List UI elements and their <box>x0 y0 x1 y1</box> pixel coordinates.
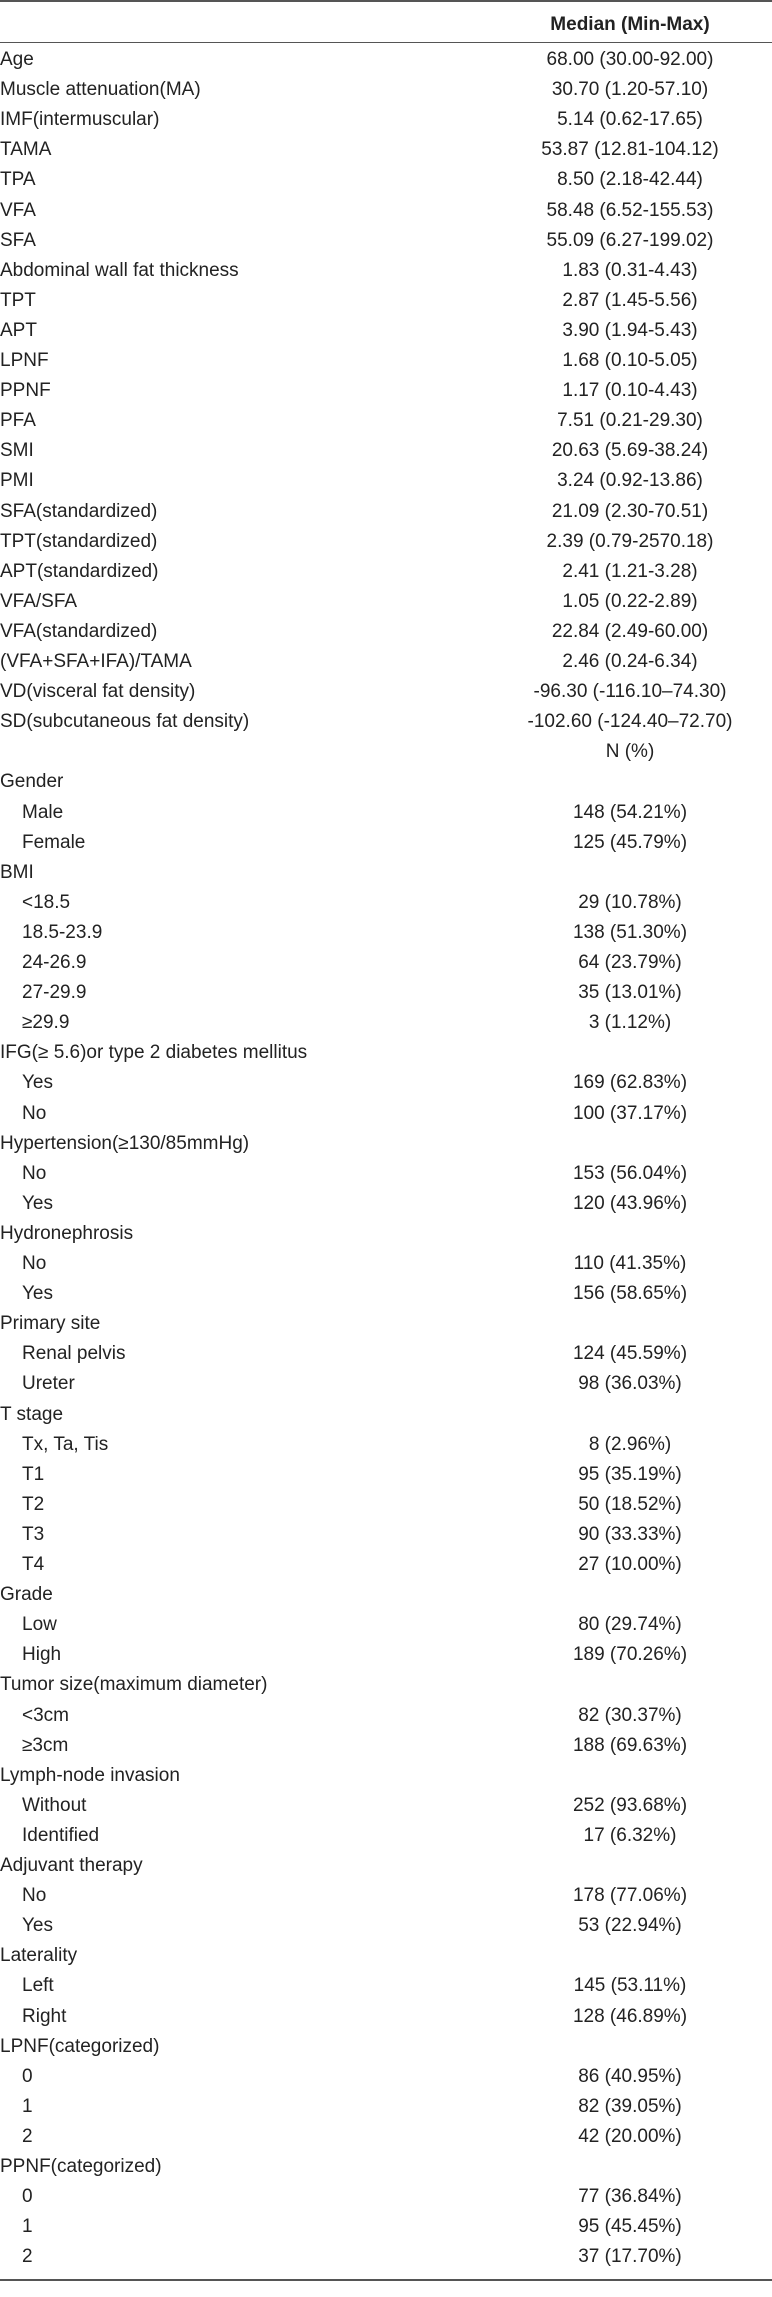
row-label: No <box>22 1102 47 1124</box>
group-row <box>0 1219 772 1249</box>
table-row <box>0 1339 772 1369</box>
row-value: 22.84 (2.49-60.00) <box>551 620 709 642</box>
row-value: 95 (35.19%) <box>578 1463 682 1485</box>
row-label: SD(subcutaneous fat density) <box>0 711 250 733</box>
row-label: VFA <box>0 199 36 221</box>
row-label: Primary site <box>0 1313 101 1335</box>
table-top-rule <box>0 0 772 2</box>
row-label: VFA(standardized) <box>0 620 158 642</box>
group-row <box>0 2152 772 2182</box>
row-value: 153 (56.04%) <box>572 1162 688 1184</box>
row-label: Adjuvant therapy <box>0 1855 143 1876</box>
row-label: APT <box>0 319 37 341</box>
group-row <box>0 1400 772 1430</box>
row-label: TPT(standardized) <box>0 530 158 552</box>
row-value: 2.39 (0.79-2570.18) <box>546 530 714 552</box>
table-row <box>0 527 772 557</box>
row-label: Renal pelvis <box>22 1343 126 1365</box>
row-label: BMI <box>0 861 34 883</box>
table-row <box>0 256 772 286</box>
row-label: 1 <box>22 2216 33 2238</box>
row-value: 252 (93.68%) <box>572 1794 688 1816</box>
row-label: No <box>22 1162 47 1184</box>
row-value: 8.50 (2.18-42.44) <box>557 169 703 191</box>
row-label: <18.5 <box>22 891 71 913</box>
row-label: 2 <box>22 2246 33 2268</box>
row-value: 2.41 (1.21-3.28) <box>562 560 698 582</box>
row-label: Age <box>0 49 34 70</box>
group-row <box>0 1129 772 1159</box>
row-value: 77 (36.84%) <box>578 2186 682 2208</box>
row-value: 8 (2.96%) <box>588 1433 672 1455</box>
group-row <box>0 1670 772 1700</box>
row-label: PMI <box>0 470 34 492</box>
row-label: Lymph-node invasion <box>0 1764 180 1786</box>
row-label: VFA/SFA <box>0 590 78 612</box>
row-label: TAMA <box>0 139 52 161</box>
table-row <box>0 2002 772 2032</box>
header-rule <box>0 42 772 43</box>
table-row <box>0 2062 772 2092</box>
row-label: <3cm <box>22 1704 69 1726</box>
row-label: T2 <box>22 1493 45 1515</box>
table-row <box>0 1460 772 1490</box>
table-row <box>0 2122 772 2152</box>
row-value: 80 (29.74%) <box>578 1614 682 1636</box>
row-value: 189 (70.26%) <box>572 1644 688 1666</box>
row-label: 0 <box>22 2065 33 2087</box>
row-label: 27-29.9 <box>22 982 87 1004</box>
row-value: 17 (6.32%) <box>583 1824 677 1846</box>
row-label: LPNF <box>0 350 49 371</box>
row-value: 2.46 (0.24-6.34) <box>562 651 698 672</box>
row-label: Tx, Ta, Tis <box>22 1433 109 1455</box>
group-row <box>0 1038 772 1068</box>
row-value: 169 (62.83%) <box>572 1072 688 1094</box>
row-label: No <box>22 1885 47 1907</box>
row-value: 7.51 (0.21-29.30) <box>557 410 703 432</box>
table-row <box>0 1881 772 1911</box>
row-label: SFA(standardized) <box>0 500 158 522</box>
row-label: PPNF(categorized) <box>0 2156 162 2177</box>
row-label: Ureter <box>22 1373 75 1395</box>
row-label: Muscle attenuation(MA) <box>0 79 201 101</box>
table-row <box>0 1640 772 1670</box>
table-row <box>0 165 772 195</box>
row-label: High <box>22 1644 62 1666</box>
group-row <box>0 858 772 888</box>
table-row <box>0 798 772 828</box>
table-row <box>0 1099 772 1129</box>
row-value: 124 (45.59%) <box>572 1343 688 1365</box>
table-row <box>0 587 772 617</box>
row-label: Identified <box>22 1824 100 1846</box>
row-label: PPNF <box>0 380 51 402</box>
row-value: 53 (22.94%) <box>578 1915 682 1937</box>
table-row <box>0 1279 772 1309</box>
table-row <box>0 918 772 948</box>
row-value: 58.48 (6.52-155.53) <box>546 199 714 221</box>
row-value: 82 (30.37%) <box>578 1704 682 1726</box>
table-row <box>0 1791 772 1821</box>
row-label: ≥3cm <box>22 1734 69 1756</box>
table-row <box>0 1911 772 1941</box>
table-row <box>0 617 772 647</box>
row-value: 82 (39.05%) <box>578 2095 682 2117</box>
categorical-header-row <box>0 737 772 767</box>
table-row <box>0 226 772 256</box>
table-row <box>0 2242 772 2272</box>
table-row <box>0 828 772 858</box>
table-row <box>0 406 772 436</box>
table-row <box>0 346 772 376</box>
row-value: 53.87 (12.81-104.12) <box>541 139 719 161</box>
row-value: 68.00 (30.00-92.00) <box>546 49 714 70</box>
row-label: PFA <box>0 410 36 432</box>
row-value: 1.68 (0.10-5.05) <box>562 350 698 371</box>
table-row <box>0 707 772 737</box>
row-value: 95 (45.45%) <box>578 2216 682 2238</box>
table-row <box>0 1369 772 1399</box>
table-row <box>0 1821 772 1851</box>
row-value: 128 (46.89%) <box>572 2005 688 2027</box>
row-label: APT(standardized) <box>0 560 159 582</box>
table-row <box>0 647 772 677</box>
row-value: 188 (69.63%) <box>572 1734 688 1756</box>
row-value: 3.24 (0.92-13.86) <box>557 470 703 492</box>
row-label: Yes <box>22 1072 53 1094</box>
row-value: N (%) <box>605 741 655 763</box>
row-value: 3 (1.12%) <box>588 1012 672 1034</box>
table-row <box>0 888 772 918</box>
row-label: Hydronephrosis <box>0 1222 134 1244</box>
row-value: 148 (54.21%) <box>572 801 688 823</box>
row-value: 30.70 (1.20-57.10) <box>551 79 709 101</box>
row-label: Laterality <box>0 1945 78 1967</box>
table-row <box>0 1008 772 1038</box>
row-value: 42 (20.00%) <box>578 2125 682 2147</box>
table-bottom-rule <box>0 2279 772 2281</box>
table-row <box>0 1490 772 1520</box>
row-value: 120 (43.96%) <box>572 1192 688 1214</box>
group-row <box>0 1761 772 1791</box>
row-value: 86 (40.95%) <box>578 2065 682 2087</box>
row-label: TPT <box>0 289 36 311</box>
row-label: IMF(intermuscular) <box>0 109 160 131</box>
row-value: 110 (41.35%) <box>573 1253 687 1274</box>
table-row <box>0 1701 772 1731</box>
row-value: 1.05 (0.22-2.89) <box>562 590 698 612</box>
table-row <box>0 105 772 135</box>
row-value: 3.90 (1.94-5.43) <box>562 319 698 341</box>
row-label: Abdominal wall fat thickness <box>0 259 239 281</box>
row-label: 18.5-23.9 <box>22 921 103 943</box>
table-row <box>0 1430 772 1460</box>
row-label: No <box>22 1253 47 1274</box>
row-label: ≥29.9 <box>22 1012 70 1034</box>
row-label: 0 <box>22 2186 33 2208</box>
row-label: SMI <box>0 440 34 462</box>
column-header-median: Median (Min-Max) <box>550 14 710 35</box>
table-row <box>0 557 772 587</box>
row-label: VD(visceral fat density) <box>0 681 196 703</box>
table-row <box>0 286 772 316</box>
row-value: 35 (13.01%) <box>578 982 682 1004</box>
table-row <box>0 1249 772 1279</box>
table-row <box>0 135 772 165</box>
row-value: 145 (53.11%) <box>573 1975 687 1997</box>
row-value: 90 (33.33%) <box>578 1523 682 1545</box>
row-value: 21.09 (2.30-70.51) <box>551 500 709 522</box>
row-label: T1 <box>22 1463 45 1485</box>
table-row <box>0 1189 772 1219</box>
row-value: 156 (58.65%) <box>572 1283 688 1305</box>
table-row <box>0 677 772 707</box>
row-label: (VFA+SFA+IFA)/TAMA <box>0 651 192 672</box>
row-label: Female <box>22 831 86 853</box>
row-label: Right <box>22 2005 67 2027</box>
row-label: Left <box>22 1975 54 1997</box>
row-label: Yes <box>22 1915 53 1937</box>
table-row <box>0 196 772 226</box>
row-label: 2 <box>22 2125 33 2147</box>
row-value: 100 (37.17%) <box>572 1102 688 1124</box>
table-row <box>0 948 772 978</box>
row-value: 1.17 (0.10-4.43) <box>562 380 698 402</box>
row-value: 125 (45.79%) <box>572 831 688 853</box>
table-row <box>0 75 772 105</box>
table-row <box>0 1520 772 1550</box>
group-row <box>0 1580 772 1610</box>
row-label: Yes <box>22 1192 53 1214</box>
group-row <box>0 1851 772 1881</box>
row-label: Hypertension(≥130/85mmHg) <box>0 1132 250 1154</box>
table-row <box>0 2182 772 2212</box>
row-value: 37 (17.70%) <box>578 2246 682 2268</box>
row-label: 24-26.9 <box>22 952 87 973</box>
row-value: -96.30 (-116.10–74.30) <box>533 681 727 703</box>
row-value: 29 (10.78%) <box>578 891 682 913</box>
row-label: Male <box>22 801 64 823</box>
row-label: Grade <box>0 1584 53 1606</box>
group-row <box>0 2032 772 2062</box>
row-value: 55.09 (6.27-199.02) <box>546 229 714 251</box>
row-label: T stage <box>0 1403 64 1425</box>
row-value: 5.14 (0.62-17.65) <box>557 109 703 131</box>
table-row <box>0 2212 772 2242</box>
table-row <box>0 45 772 75</box>
table-row <box>0 1610 772 1640</box>
group-row <box>0 767 772 797</box>
table-row <box>0 436 772 466</box>
row-label: LPNF(categorized) <box>0 2035 160 2057</box>
row-label: Yes <box>22 1283 53 1305</box>
row-value: 178 (77.06%) <box>572 1885 688 1907</box>
row-value: 64 (23.79%) <box>578 952 682 973</box>
row-value: -102.60 (-124.40–72.70) <box>527 711 733 733</box>
table-row <box>0 497 772 527</box>
table-row <box>0 466 772 496</box>
table-row <box>0 1068 772 1098</box>
row-label: IFG(≥ 5.6)or type 2 diabetes mellitus <box>0 1042 308 1064</box>
row-value: 20.63 (5.69-38.24) <box>551 440 709 462</box>
table-row <box>0 316 772 346</box>
table-row <box>0 1550 772 1580</box>
row-value: 50 (18.52%) <box>578 1493 682 1515</box>
row-label: T4 <box>22 1554 45 1575</box>
row-value: 1.83 (0.31-4.43) <box>562 259 698 281</box>
row-value: 138 (51.30%) <box>572 921 688 943</box>
row-label: Gender <box>0 771 64 793</box>
table-row <box>0 1971 772 2001</box>
table-row <box>0 376 772 406</box>
table-row <box>0 978 772 1008</box>
row-value: 27 (10.00%) <box>578 1554 682 1575</box>
row-label: Tumor size(maximum diameter) <box>0 1674 268 1696</box>
row-value: 98 (36.03%) <box>578 1373 682 1395</box>
row-label: T3 <box>22 1523 45 1545</box>
row-label: Without <box>22 1794 87 1816</box>
row-label: TPA <box>0 169 36 191</box>
group-row <box>0 1941 772 1971</box>
row-label: 1 <box>22 2095 33 2117</box>
table-row <box>0 1731 772 1761</box>
group-row <box>0 1309 772 1339</box>
row-label: SFA <box>0 229 36 251</box>
table-row <box>0 2092 772 2122</box>
table-row <box>0 1159 772 1189</box>
row-value: 2.87 (1.45-5.56) <box>562 289 698 311</box>
row-label: Low <box>22 1614 57 1636</box>
